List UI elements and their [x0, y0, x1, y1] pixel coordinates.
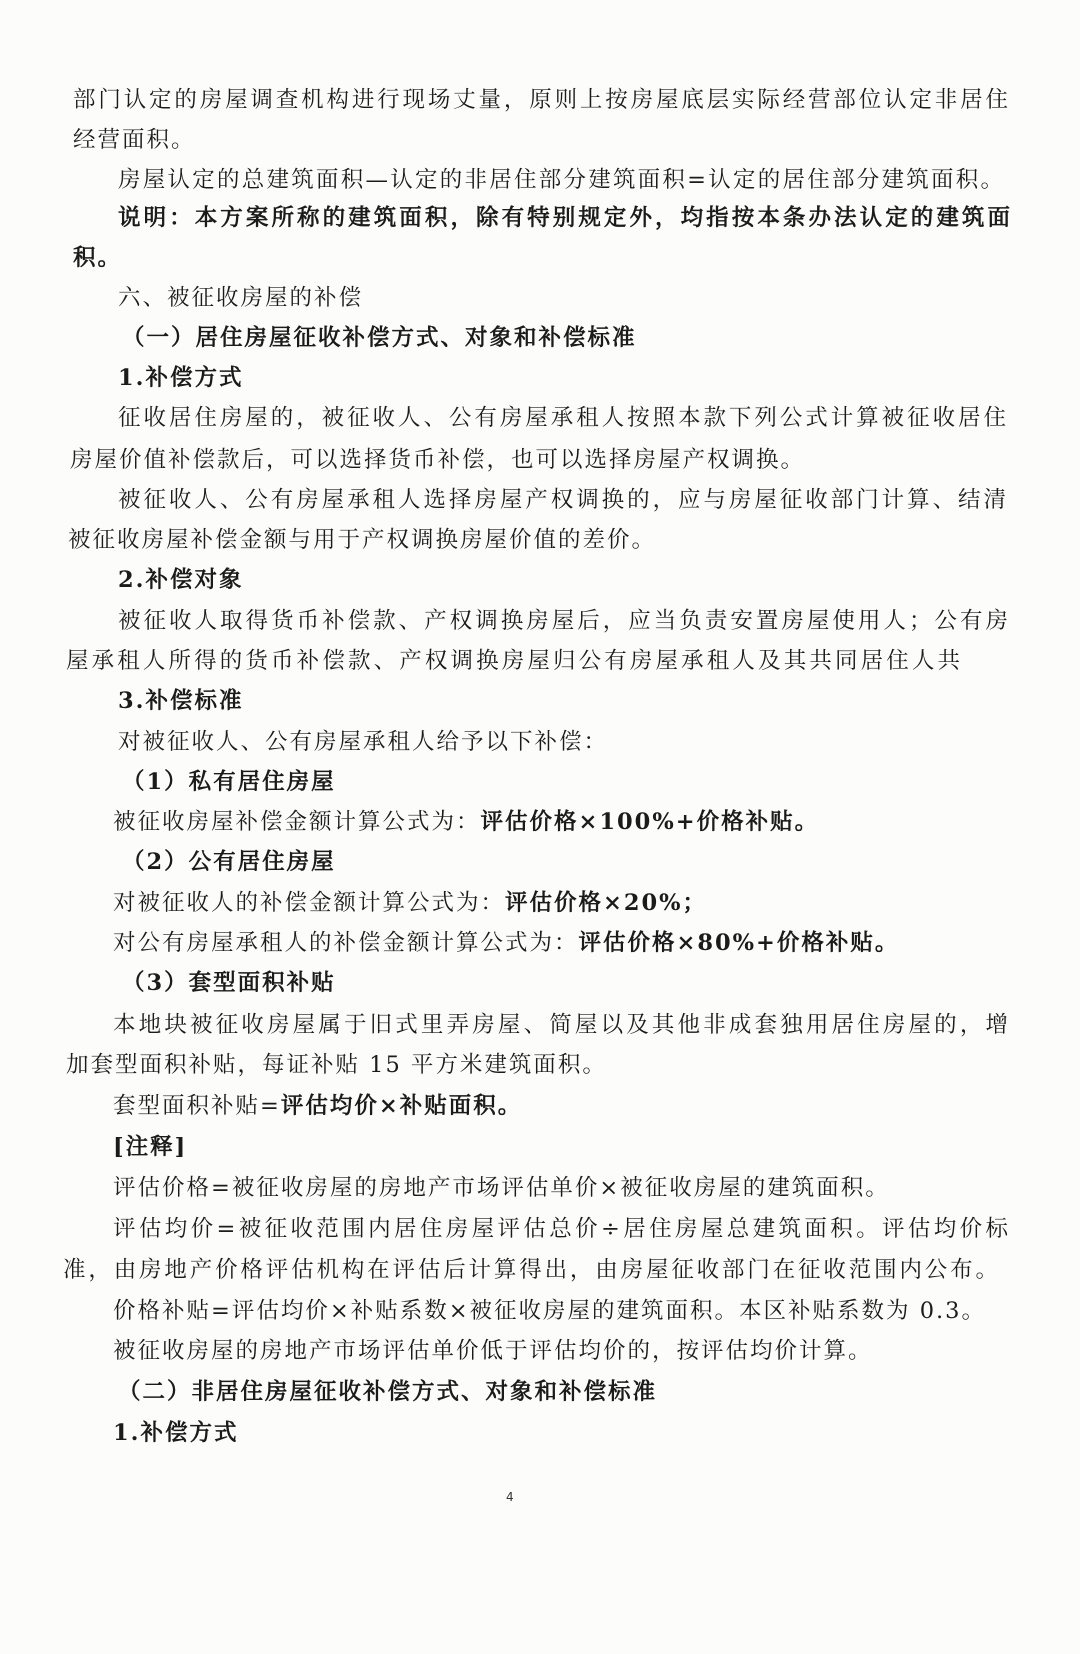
formula-line [113, 1092, 522, 1120]
formula-label: 对被征收人的补偿金额计算公式为： [113, 890, 506, 916]
subitem-heading: （2）公有居住房屋 [122, 849, 336, 875]
body-text-line: 征收居住房屋的，被征收人、公有房屋承租人按照本款下列公式计算被征收居住 [118, 405, 1008, 431]
annotation-line: 价格补贴=评估均价×补贴系数×被征收房屋的建筑面积。本区补贴系数为 0.3。 [113, 1298, 986, 1324]
annotation-line: 评估价格=被征收房屋的房地产市场评估单价×被征收房屋的建筑面积。 [113, 1175, 890, 1201]
item-heading: 3.补偿标准 [118, 688, 244, 714]
item-heading: 1.补偿方式 [113, 1420, 239, 1446]
body-text-line: 本地块被征收房屋属于旧式里弄房屋、简屋以及其他非成套独用居住房屋的，增 [113, 1012, 1010, 1038]
page-number: 4 [506, 1490, 514, 1504]
annotation-heading: [注释] [113, 1134, 188, 1160]
body-text-line: 房屋认定的总建筑面积—认定的非居住部分建筑面积=认定的居住部分建筑面积。 [118, 167, 1005, 193]
item-heading: 2.补偿对象 [118, 567, 244, 593]
body-text-line: 加套型面积补贴，每证补贴 15 平方米建筑面积。 [66, 1052, 607, 1078]
body-text-line: 房屋价值补偿款后，可以选择货币补偿，也可以选择房屋产权调换。 [70, 447, 806, 473]
subitem-heading: （1）私有居住房屋 [122, 769, 336, 795]
subsection-heading: （二）非居住房屋征收补偿方式、对象和补偿标准 [118, 1379, 658, 1405]
body-text-line: 经营面积。 [73, 127, 196, 153]
note-line: 积。 [73, 245, 123, 271]
formula-expression: 评估价格×80%+价格补贴。 [578, 930, 900, 956]
formula-line [113, 889, 707, 917]
formula-label: 套型面积补贴= [113, 1093, 281, 1119]
body-text-line: 对被征收人、公有房屋承租人给予以下补偿： [118, 729, 609, 755]
annotation-line: 评估均价=被征收范围内居住房屋评估总价÷居住房屋总建筑面积。评估均价标 [113, 1216, 1010, 1242]
note-line: 说明：本方案所称的建筑面积，除有特别规定外，均指按本条办法认定的建筑面 [118, 205, 1012, 231]
annotation-line: 准，由房地产价格评估机构在评估后计算得出，由房屋征收部门在征收范围内公布。 [63, 1257, 1000, 1283]
body-text-line: 部门认定的房屋调查机构进行现场丈量，原则上按房屋底层实际经营部位认定非居住 [73, 87, 1010, 113]
formula-expression: 评估价格×100%+价格补贴。 [480, 809, 820, 835]
item-heading: 1.补偿方式 [118, 365, 244, 391]
body-text-line: 被征收房屋补偿金额与用于产权调换房屋价值的差价。 [68, 527, 657, 553]
formula-expression: 评估价格×20%； [505, 890, 708, 916]
annotation-line: 被征收房屋的房地产市场评估单价低于评估均价的，按评估均价计算。 [113, 1338, 873, 1364]
body-text-line: 被征收人、公有房屋承租人选择房屋产权调换的，应与房屋征收部门计算、结清 [118, 487, 1008, 513]
subitem-heading: （3）套型面积补贴 [122, 970, 336, 996]
body-text-line: 屋承租人所得的货币补偿款、产权调换房屋归公有房屋承租人及其共同居住人共 [66, 648, 962, 674]
formula-label: 被征收房屋补偿金额计算公式为： [113, 809, 481, 835]
formula-line [113, 929, 899, 957]
subsection-heading: （一）居住房屋征收补偿方式、对象和补偿标准 [122, 325, 637, 351]
formula-expression: 评估均价×补贴面积。 [280, 1093, 523, 1119]
formula-label: 对公有房屋承租人的补偿金额计算公式为： [113, 930, 579, 956]
body-text-line: 被征收人取得货币补偿款、产权调换房屋后，应当负责安置房屋使用人；公有房 [118, 608, 1010, 634]
section-heading: 六、被征收房屋的补偿 [118, 285, 364, 311]
formula-line [113, 808, 819, 836]
